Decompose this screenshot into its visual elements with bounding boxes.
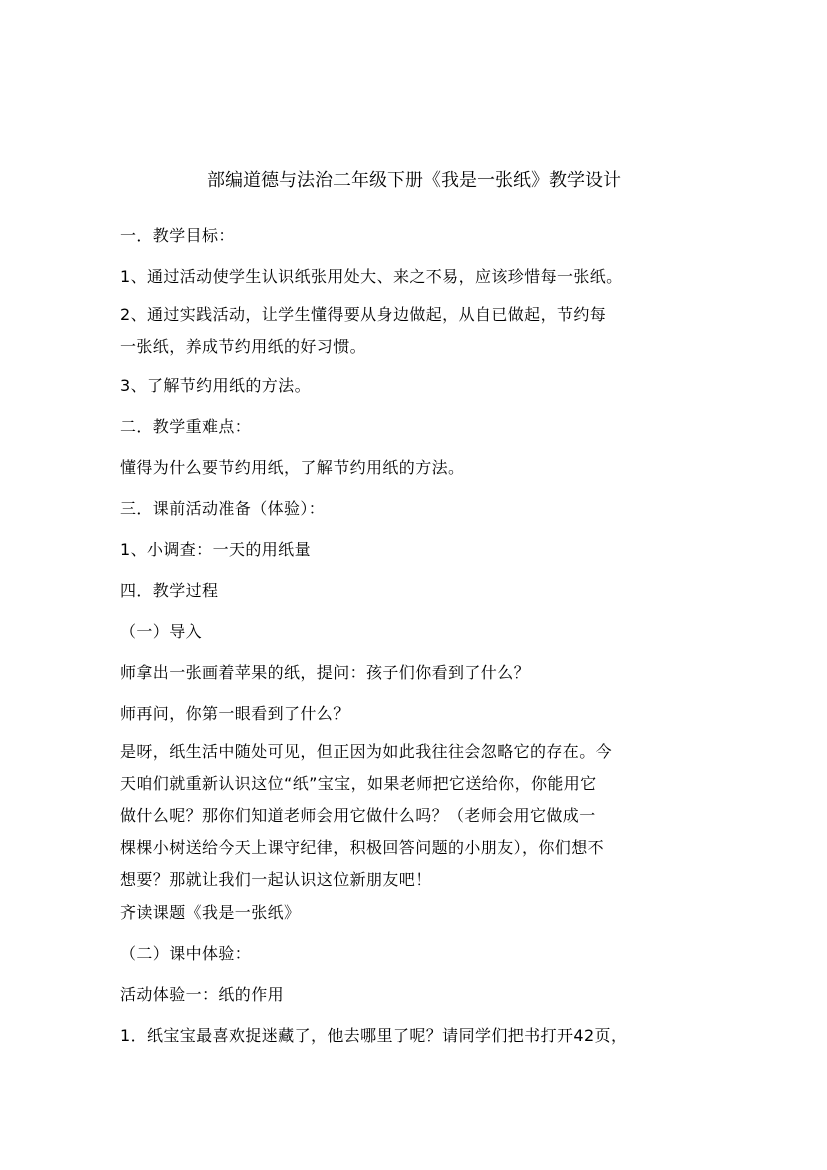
paragraph	[120, 575, 710, 607]
text-line: 是呀，纸生活中随处可见，但正因为如此我往往会忽略它的存在。今	[120, 742, 613, 761]
text-line: 做什么呢？那你们知道老师会用它做什么吗？（老师会用它做成一	[120, 806, 596, 825]
text-line: 师拿出一张画着苹果的纸，提问：孩子们你看到了什么？	[120, 663, 531, 682]
text-line: 想要？那就让我们一起认识这位新朋友吧！	[120, 870, 432, 889]
text-line: 齐读课题《我是一张纸》	[120, 903, 301, 922]
text-line: 懂得为什么要节约用纸，了解节约用纸的方法。	[120, 458, 465, 477]
paragraph	[120, 616, 710, 648]
paragraph	[120, 220, 710, 252]
text-line: 活动体验一：纸的作用	[120, 985, 285, 1004]
text-line: 1、小调查：一天的用纸量	[120, 540, 311, 559]
paragraph	[120, 1020, 710, 1052]
text-line: 一张纸，养成节约用纸的好习惯。	[120, 337, 367, 356]
text-line: 1、通过活动使学生认识纸张用处大、来之不易，应该珍惜每一张纸。	[120, 267, 623, 286]
paragraph	[120, 411, 710, 443]
paragraph	[120, 261, 710, 293]
text-line: 3、了解节约用纸的方法。	[120, 376, 311, 395]
paragraph	[120, 736, 710, 896]
text-line: 1．纸宝宝最喜欢捉迷藏了，他去哪里了呢？请同学们把书打开42页，	[120, 1026, 628, 1045]
paragraph	[120, 534, 710, 566]
paragraph	[120, 452, 710, 484]
paragraph	[120, 698, 710, 730]
text-line: 师再问，你第一眼看到了什么？	[120, 704, 350, 723]
text-line: 三．课前活动准备（体验）：	[120, 499, 326, 518]
text-line: 天咱们就重新认识这位“纸”宝宝，如果老师把它送给你，你能用它	[120, 774, 597, 793]
text-line: 一．教学目标：	[120, 226, 235, 245]
text-line: 二．教学重难点：	[120, 417, 252, 436]
text-line: 2、通过实践活动，让学生懂得要从身边做起，从自已做起，节约每	[120, 305, 607, 324]
paragraph	[120, 493, 710, 525]
paragraph	[120, 979, 710, 1011]
paragraph	[120, 370, 710, 402]
text-line: （二）课中体验：	[120, 944, 252, 963]
text-line: （一）导入	[120, 622, 203, 641]
paragraph	[120, 938, 710, 970]
document-title: 部编道德与法治二年级下册《我是一张纸》教学设计	[207, 170, 621, 191]
paragraph	[120, 897, 710, 929]
paragraph	[120, 657, 710, 689]
paragraph	[120, 299, 710, 363]
text-line: 棵棵小树送给今天上课守纪律，积极回答问题的小朋友），你们想不	[120, 838, 605, 857]
text-line: 四．教学过程	[120, 581, 219, 600]
